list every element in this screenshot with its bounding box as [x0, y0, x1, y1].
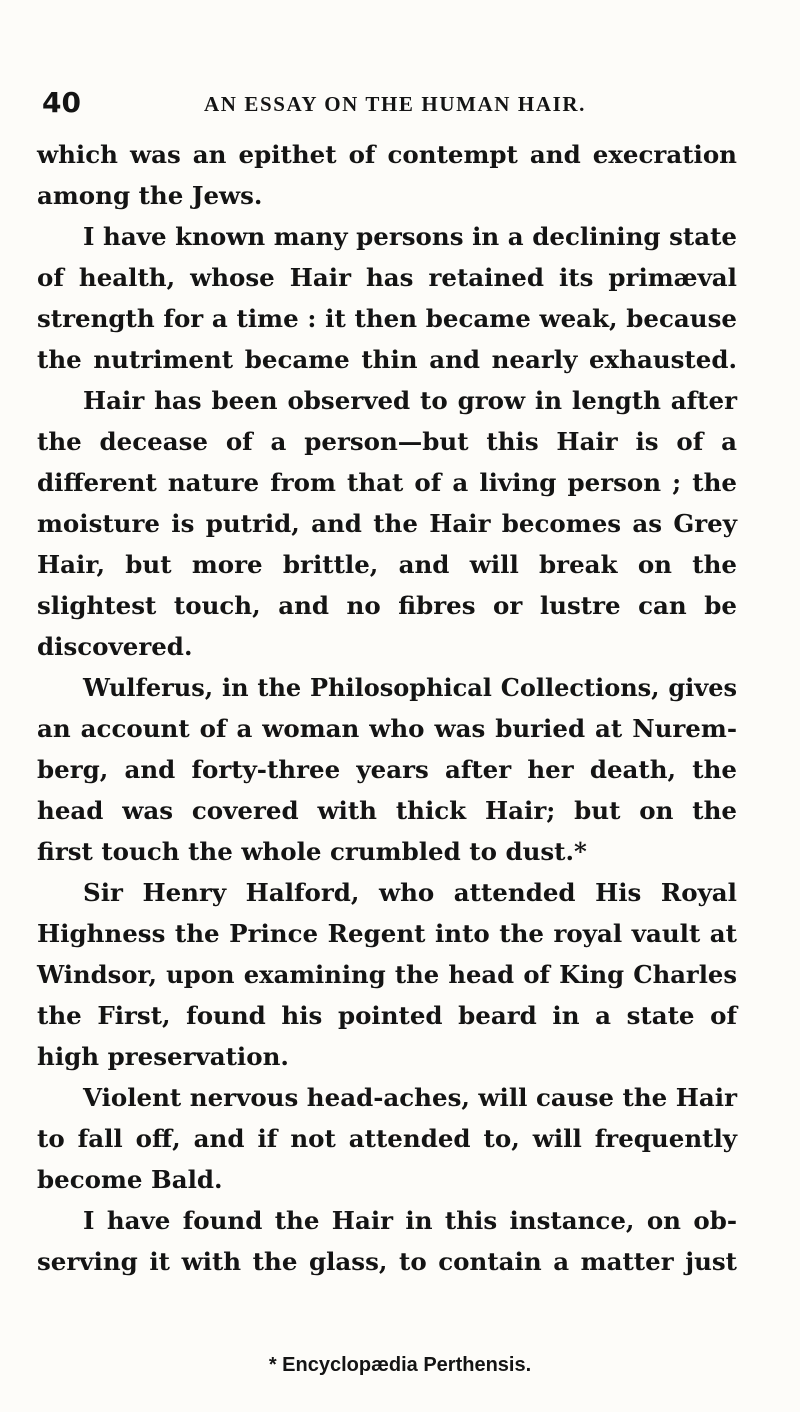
text-line: of health, whose Hair has retained its primæval — [37, 263, 737, 292]
text-line: become Bald. — [37, 1165, 223, 1194]
text-line: head was covered with thick Hair; but on the — [37, 796, 737, 825]
text-line: berg, and forty-three years after her death, the — [37, 755, 737, 784]
text-line: strength for a time : it then became weak, because — [37, 304, 737, 333]
running-title: AN ESSAY ON THE HUMAN HAIR. — [204, 92, 586, 116]
text-line: Sir Henry Halford, who attended His Royal — [83, 878, 737, 907]
text-line: I have found the Hair in this instance, on ob- — [83, 1206, 737, 1235]
text-line: the nutriment became thin and nearly exhausted. — [37, 345, 737, 374]
text-line: slightest touch, and no fibres or lustre can be — [37, 591, 737, 620]
text-line: to fall off, and if not attended to, will frequently — [37, 1124, 737, 1153]
text-line: discovered. — [37, 632, 193, 661]
text-line: an account of a woman who was buried at Nurem- — [37, 714, 737, 743]
body-text — [37, 134, 737, 1282]
text-line: different nature from that of a living person ; the — [37, 468, 737, 497]
text-line: high preservation. — [37, 1042, 289, 1071]
text-line: the decease of a person—but this Hair is of a — [37, 427, 737, 456]
text-line: moisture is putrid, and the Hair becomes as Grey — [37, 509, 737, 538]
text-line: first touch the whole crumbled to dust.* — [37, 837, 587, 866]
text-line: Windsor, upon examining the head of King Charles — [37, 960, 737, 989]
text-line: serving it with the glass, to contain a matter just — [37, 1247, 737, 1276]
text-line: Hair, but more brittle, and will break on the — [37, 550, 737, 579]
footnote: * Encyclopædia Perthensis. — [268, 1354, 532, 1376]
text-line: Hair has been observed to grow in length after — [83, 386, 737, 415]
page-number: 40 — [42, 86, 81, 119]
text-line: Highness the Prince Regent into the royal vault at — [37, 919, 737, 948]
text-line: I have known many persons in a declining state — [83, 222, 737, 251]
text-line: Wulferus, in the Philosophical Collections, gives — [83, 673, 737, 702]
text-line: which was an epithet of contempt and execration — [37, 140, 737, 169]
text-line: the First, found his pointed beard in a state of — [37, 1001, 737, 1030]
running-head — [40, 86, 740, 122]
text-line: among the Jews. — [37, 181, 263, 210]
text-line: Violent nervous head-aches, will cause the Hair — [83, 1083, 737, 1112]
